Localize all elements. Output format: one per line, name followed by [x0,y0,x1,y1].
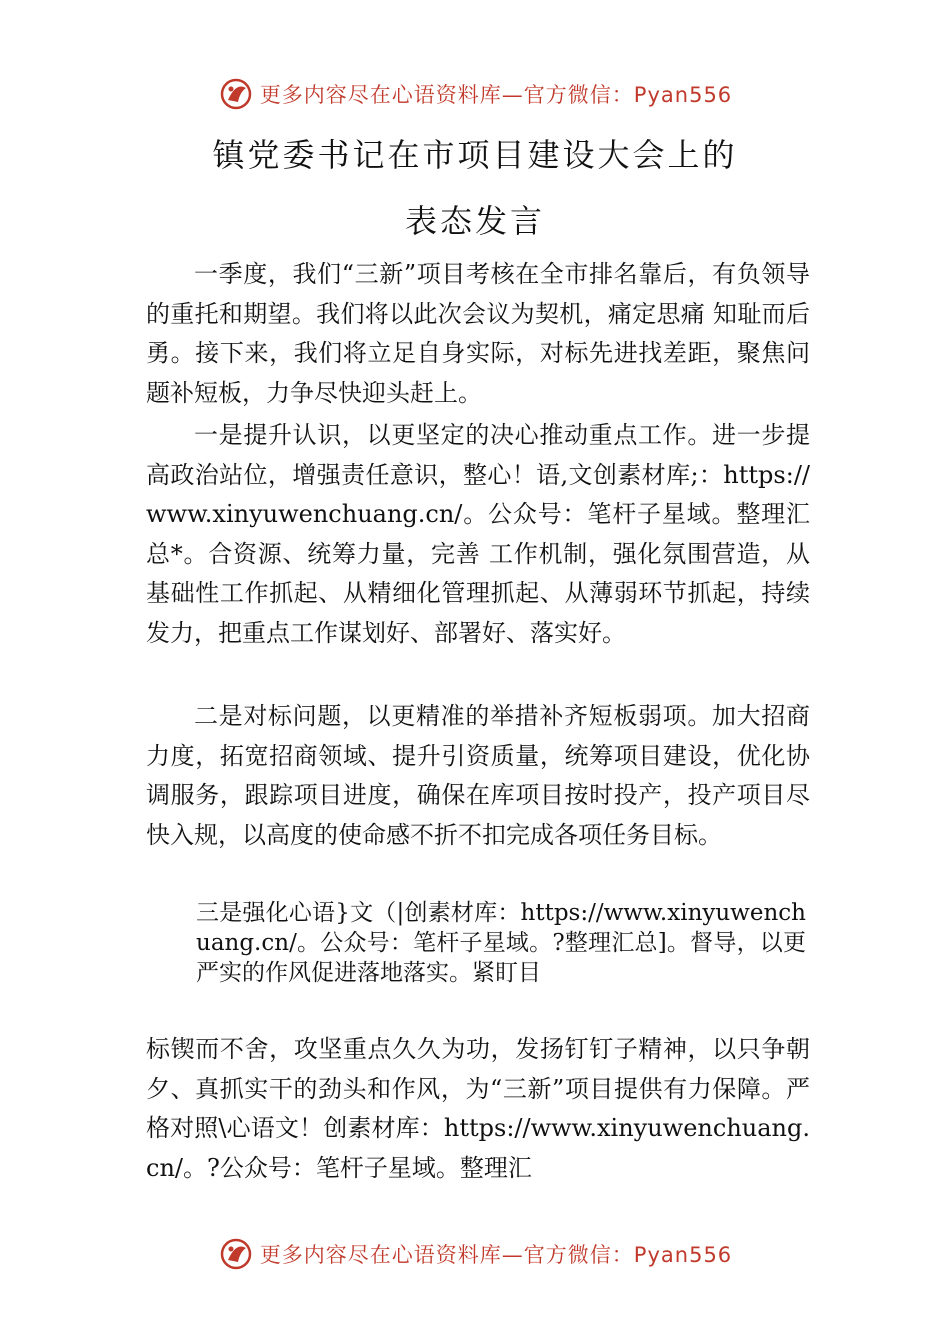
paragraph-point-3: 三是强化心语}文（|创素材库：https://www.xinyuwenchuang.cn/。公众号：笔杆子星域。?整理汇总]。督导，以更严实的作风促进落地落实。紧盯目 [196,900,806,986]
footer-watermark [0,1232,950,1276]
brand-logo-icon [218,76,254,112]
paragraph-point-2: 二是对标问题，以更精准的举措补齐短板弱项。加大招商力度，拓宽招商领域、提升引资质量，统筹项目建设，优化协调服务，跟踪项目进度，确保在库项目按时投产，投产项目尽快入规，以高度的使命感不折不扣完成各项任务目标。 [146,702,810,849]
document-title-line-1: 镇党委书记在市项目建设大会上的 [212,136,738,174]
header-watermark [0,72,950,116]
paragraph-intro: 一季度，我们“三新”项目考核在全市排名靠后，有负领导的重托和期望。我们将以此次会议为契机，痛定思痛 知耻而后勇。接下来，我们将立足自身实际，对标先进找差距，聚焦问题补短板，力争尽快迎头赶上。 [146,260,810,407]
paragraph-continuation: 标锲而不舍，攻坚重点久久为功，发扬钉钉子精神，以只争朝夕、真抓实干的劲头和作风，为“三新”项目提供有力保障。严格对照\心语文！创素材库：https://www.xinyuwenchuang.cn/。?公众号：笔杆子星域。整理汇 [146,1035,810,1182]
watermark-text: 更多内容尽在心语资料库—官方微信：Pyan556 [259,1243,733,1267]
document-title-line-2: 表态发言 [404,202,545,240]
brand-logo-icon [218,1236,254,1272]
paragraph-point-1: 一是提升认识，以更坚定的决心推动重点工作。进一步提高政治站位，增强责任意识，整心！语,文创素材库;：https://www.xinyuwenchuang.cn/。公众号：笔杆子星域。整理汇总*。合资源、统筹力量，完善 工作机制，强化氛围营造，从基础性工作抓起、从精细化管理抓起、从薄弱环节抓起，持续发力，把重点工作谋划好、部署好、落实好。 [146,421,810,647]
watermark-text: 更多内容尽在心语资料库—官方微信：Pyan556 [259,83,733,107]
